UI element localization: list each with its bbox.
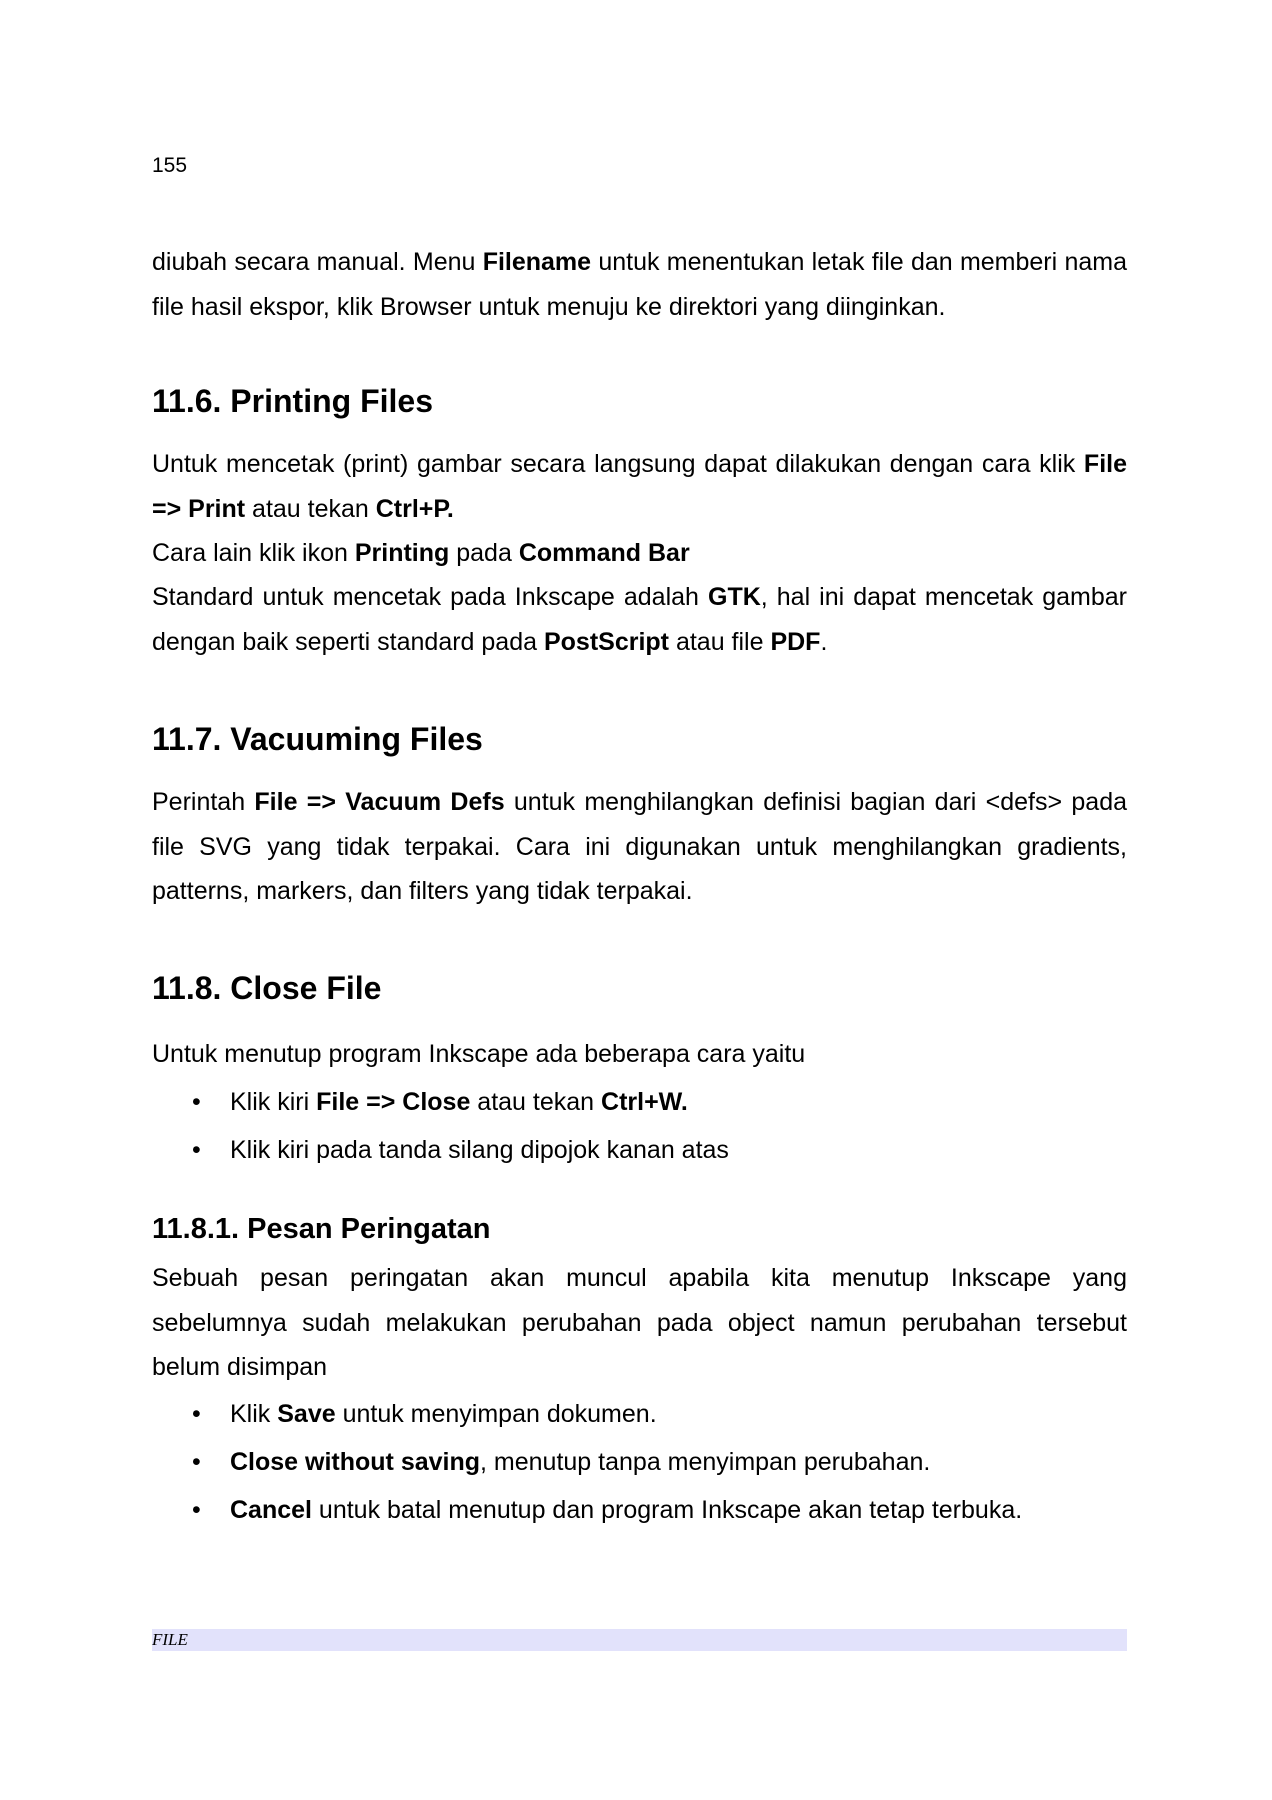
- heading-11-6: 11.6. Printing Files: [152, 383, 433, 419]
- printing-paragraph-2: Cara lain klik ikon Printing pada Command Bar: [152, 539, 690, 567]
- list-item: • Klik kiri pada tanda silang dipojok kanan atas: [152, 1126, 1127, 1174]
- bullet-icon: •: [192, 1400, 201, 1428]
- close-methods-list: [152, 1078, 1127, 1174]
- list-item: • Close without saving, menutup tanpa menyimpan perubahan.: [152, 1438, 1127, 1486]
- footer-label: FILE: [152, 1630, 188, 1649]
- footer-bar: [152, 1629, 1127, 1651]
- heading-11-8-1: 11.8.1. Pesan Peringatan: [152, 1213, 491, 1245]
- warning-options-list: [152, 1390, 1127, 1534]
- page-number: 155: [152, 154, 188, 177]
- bullet-icon: •: [192, 1448, 201, 1476]
- list-item: • Klik kiri File => Close atau tekan Ctrl+W.: [152, 1078, 1127, 1126]
- bullet-icon: •: [192, 1088, 201, 1116]
- list-item: • Klik Save untuk menyimpan dokumen.: [152, 1390, 1127, 1438]
- printing-paragraph-3: Standard untuk mencetak pada Inkscape adalah GTK, hal ini dapat mencetak gambar dengan baik seperti standard pada PostScript atau file PDF.: [152, 583, 1128, 656]
- list-item: • Cancel untuk batal menutup dan program Inkscape akan tetap terbuka.: [152, 1486, 1127, 1534]
- bullet-icon: •: [192, 1496, 201, 1524]
- close-intro: Untuk menutup program Inkscape ada beberapa cara yaitu: [152, 1040, 806, 1068]
- warning-paragraph: Sebuah pesan peringatan akan muncul apabila kita menutup Inkscape yang sebelumnya sudah melakukan perubahan pada object namun perubahan tersebut belum disimpan: [152, 1264, 1127, 1382]
- printing-paragraph-1: Untuk mencetak (print) gambar secara langsung dapat dilakukan dengan cara klik File => Print atau tekan Ctrl+P.: [152, 450, 1127, 523]
- bullet-icon: •: [192, 1136, 201, 1164]
- document-page: [152, 0, 1127, 1800]
- heading-11-7: 11.7. Vacuuming Files: [152, 721, 483, 757]
- vacuum-paragraph: Perintah File => Vacuum Defs untuk menghilangkan definisi bagian dari <defs> pada file SVG yang tidak terpakai. Cara ini digunakan untuk menghilangkan gradients, patterns, markers, dan filters yang tidak terpakai.: [152, 788, 1127, 906]
- intro-paragraph: diubah secara manual. Menu Filename untuk menentukan letak file dan memberi nama file hasil ekspor, klik Browser untuk menuju ke direktori yang diinginkan.: [152, 248, 1127, 321]
- heading-11-8: 11.8. Close File: [152, 970, 382, 1006]
